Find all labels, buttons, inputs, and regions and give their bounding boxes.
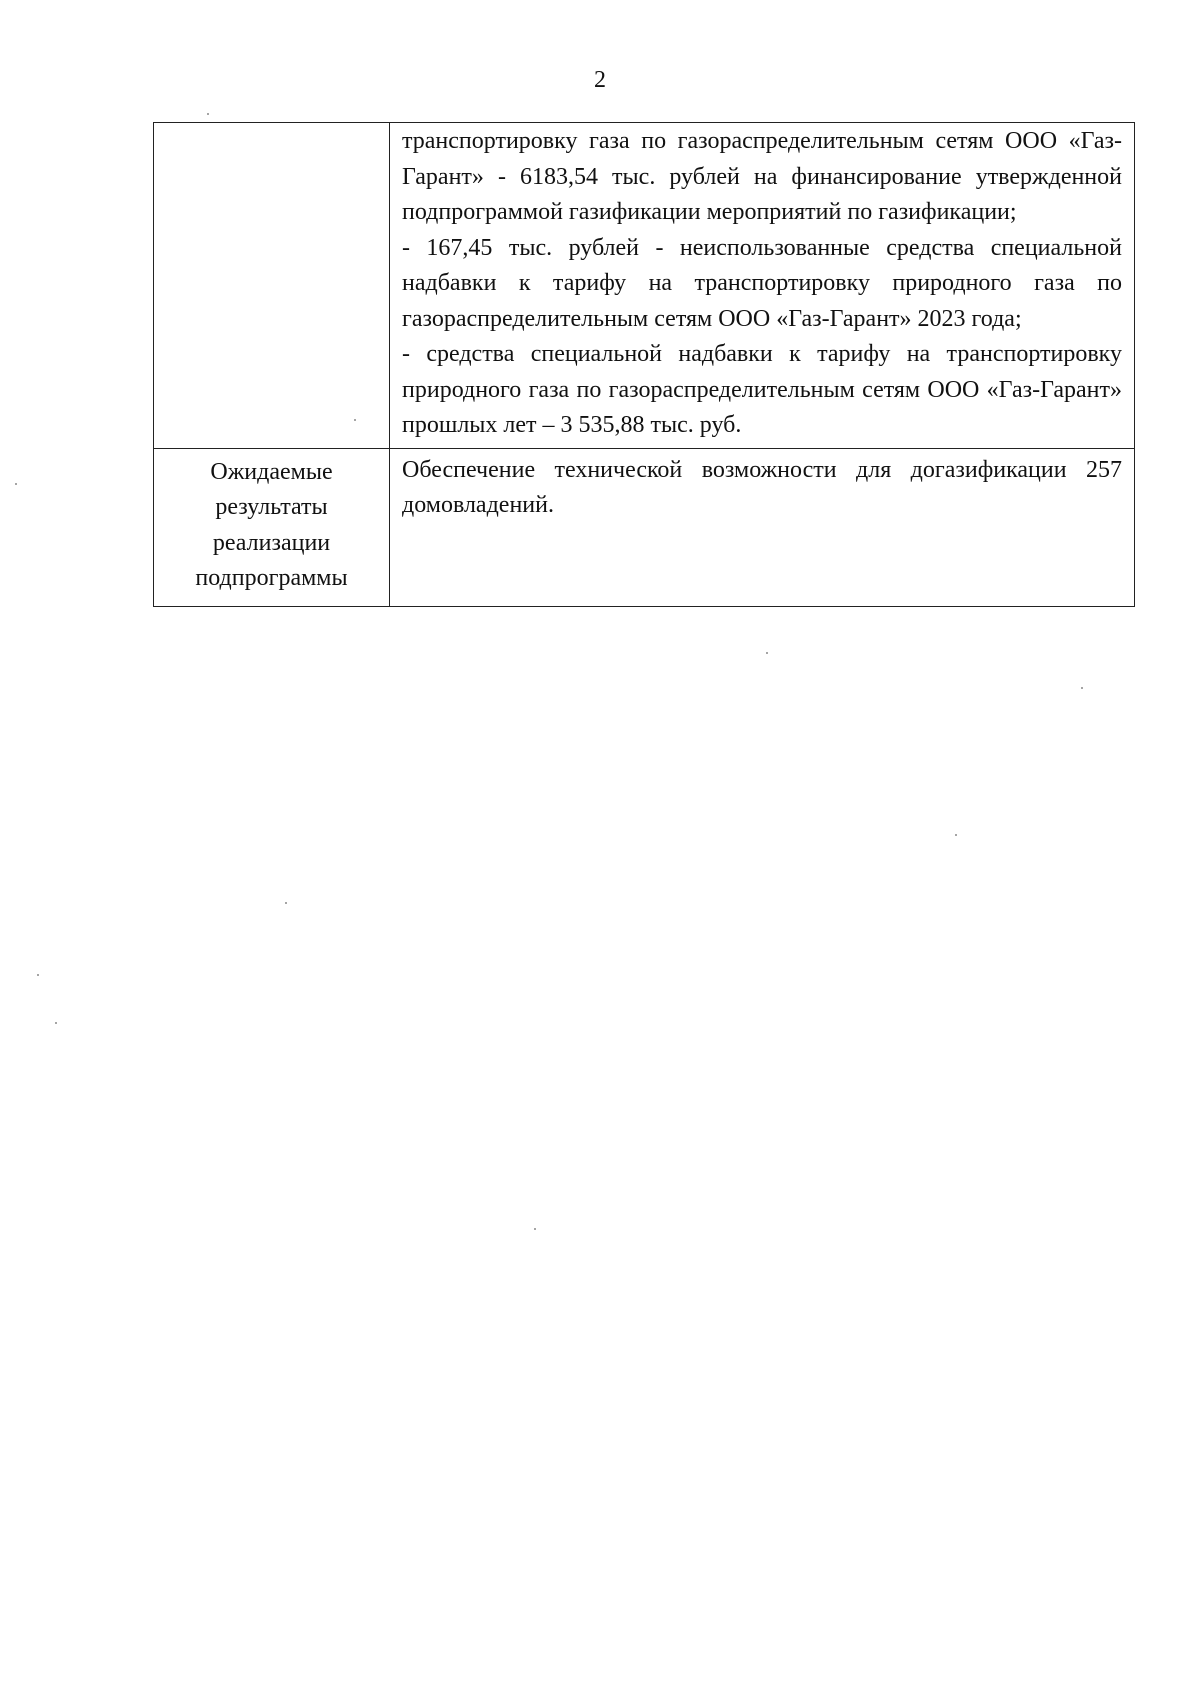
scan-speck bbox=[354, 419, 356, 421]
scan-speck bbox=[55, 1022, 57, 1024]
scan-speck bbox=[15, 483, 17, 485]
label-line-3: реализации bbox=[212, 529, 331, 556]
scan-speck bbox=[285, 902, 287, 904]
expected-results-label bbox=[154, 448, 390, 606]
expected-results-value: Обеспечение технической возможности для догазификации 257 домовладений. bbox=[390, 448, 1135, 606]
financing-text-cell bbox=[390, 123, 1135, 449]
scan-speck bbox=[534, 1228, 536, 1230]
expected-results-row bbox=[154, 448, 1135, 606]
financing-paragraph-1: транспортировку газа по газораспределительным сетям ООО «Газ-Гарант» - 6183,54 тыс. рублей на финансирование утвержденной подпрограммой газификации мероприятий по газификации; bbox=[402, 128, 1122, 225]
financing-paragraph-2: - 167,45 тыс. рублей - неиспользованные средства специальной надбавки к тарифу на транспортировку природного газа по газораспределительным сетям ООО «Газ-Гарант» 2023 года; bbox=[402, 234, 1122, 332]
page-number: 2 bbox=[594, 67, 606, 93]
label-line-2: результаты bbox=[215, 494, 328, 520]
program-passport-table bbox=[153, 122, 1135, 607]
scan-speck bbox=[207, 113, 209, 115]
financing-label-cell bbox=[154, 123, 390, 449]
label-line-1: Ожидаемые bbox=[210, 458, 333, 485]
scan-speck bbox=[1081, 687, 1083, 689]
financing-paragraph-3: - средства специальной надбавки к тарифу на транспортировку природного газа по газораспределительным сетям ООО «Газ-Гарант» прошлых лет – 3 535,88 тыс. руб. bbox=[402, 341, 1122, 438]
scan-speck bbox=[955, 834, 957, 836]
label-line-4: подпрограммы bbox=[195, 565, 348, 591]
financing-row bbox=[154, 123, 1135, 449]
scan-speck bbox=[766, 652, 768, 654]
scan-speck bbox=[37, 974, 39, 976]
